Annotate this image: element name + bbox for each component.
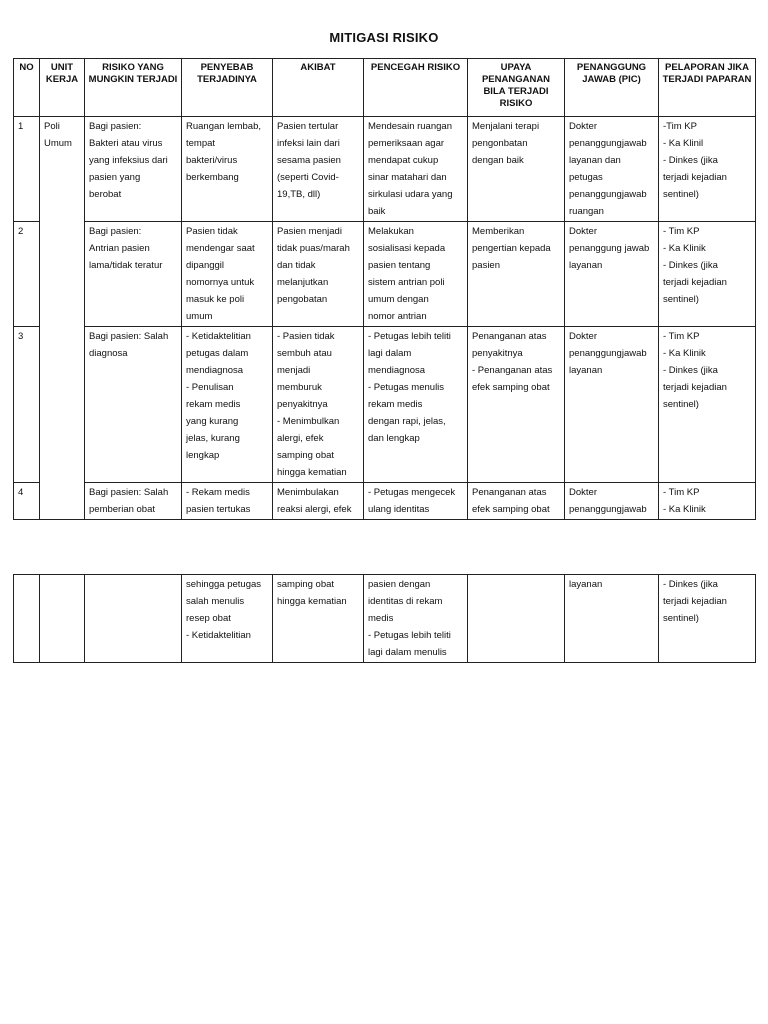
cell-text-line: penyakitnya <box>277 399 328 410</box>
cell-text-line: umum <box>186 311 213 322</box>
cell-text-line: Dokter <box>569 121 597 132</box>
cell-text-line: Bagi pasien: <box>89 121 142 132</box>
cell-risiko <box>85 222 182 327</box>
cell-text-line: melanjutkan <box>277 277 329 288</box>
cell-text-line: lama/tidak teratur <box>89 260 163 271</box>
cell-text-line: rekam medis <box>186 399 241 410</box>
cell-risiko <box>85 117 182 222</box>
cell-text-line: ruangan <box>569 206 604 217</box>
cell-text-line: pemeriksaan agar <box>368 138 445 149</box>
cell-text-line: Bagi pasien: <box>89 226 142 237</box>
cell-pencegah <box>364 117 468 222</box>
header-akibat: AKIBAT <box>273 59 364 117</box>
cell-text-line: (seperti Covid- <box>277 172 339 183</box>
cell-text-line: - Tim KP <box>663 226 700 237</box>
cell-text-line: alergi, efek <box>277 433 324 444</box>
cell-text-line: sistem antrian poli <box>368 277 445 288</box>
cell-pencegah <box>364 222 468 327</box>
cell-text-line: dipanggil <box>186 260 225 271</box>
cell-text-line: mendengar saat <box>186 243 255 254</box>
cell-text-line: pasien tertukas <box>186 504 251 515</box>
cell-text-line: - Ka Klinik <box>663 348 706 359</box>
cell-text-line: petugas dalam <box>186 348 249 359</box>
cell-text-line: dengan baik <box>472 155 524 166</box>
risk-mitigation-table <box>13 58 756 520</box>
cell-no: 4 <box>14 483 40 520</box>
cell-text-line: penanggungjawab <box>569 504 647 515</box>
cell-text-line: - Petugas lebih teliti <box>368 630 451 641</box>
cell-text-line: Dokter <box>569 226 597 237</box>
cell-text-line: masuk ke poli <box>186 294 245 305</box>
cell-risiko <box>85 327 182 483</box>
cell-text-line: Penanganan atas <box>472 331 547 342</box>
cell-text-line: layanan dan <box>569 155 621 166</box>
cell-text-line: - Ka Klinik <box>663 504 706 515</box>
cell-text-line: yang infeksius dari <box>89 155 168 166</box>
cell-text-line: layanan <box>569 365 603 376</box>
cell-text-line: pasien tentang <box>368 260 431 271</box>
cell-text-line: - Dinkes (jika <box>663 260 718 271</box>
header-risiko: RISIKO YANG MUNGKIN TERJADI <box>85 59 182 117</box>
cell-text-line: nomornya untuk <box>186 277 255 288</box>
cell-text-line: - Dinkes (jika <box>663 155 718 166</box>
cell-text-line: - Dinkes (jika <box>663 579 718 590</box>
table-row-continued <box>14 575 756 663</box>
cell-text-line: efek samping obat <box>472 382 550 393</box>
cell-text-line: - Tim KP <box>663 331 700 342</box>
cell-text-line: lagi dalam menulis <box>368 647 447 658</box>
cell-text-line: pemberian obat <box>89 504 156 515</box>
cell-akibat-cont <box>273 575 364 663</box>
cell-text-line: Penanganan atas <box>472 487 547 498</box>
cell-text-line: penyakitnya <box>472 348 523 359</box>
cell-text-line: sentinel) <box>663 399 699 410</box>
cell-pic-cont <box>565 575 659 663</box>
cell-text-line: pasien <box>472 260 500 271</box>
cell-pelaporan <box>659 222 756 327</box>
cell-text-line: dan lengkap <box>368 433 420 444</box>
cell-text-line: samping obat <box>277 579 335 590</box>
cell-text-line: pengonbatan <box>472 138 528 149</box>
cell-text-line: Bagi pasien: Salah <box>89 487 169 498</box>
cell-upaya <box>468 117 565 222</box>
cell-text-line: resep obat <box>186 613 231 624</box>
cell-text-line: infeksi lain dari <box>277 138 340 149</box>
cell-text-line: sentinel) <box>663 294 699 305</box>
cell-text-line: -Tim KP <box>663 121 697 132</box>
cell-text-line: - Rekam medis <box>186 487 250 498</box>
cell-text-line: sinar matahari dan <box>368 172 447 183</box>
cell-pencegah <box>364 327 468 483</box>
cell-text-line: mendapat cukup <box>368 155 439 166</box>
cell-text-line: penanggungjawab <box>569 348 647 359</box>
cell-text-line: penanggung jawab <box>569 243 650 254</box>
cell-text-line: - Petugas mengecek <box>368 487 456 498</box>
document-title: MITIGASI RISIKO <box>329 30 439 45</box>
cell-upaya <box>468 327 565 483</box>
cell-text-line: pengertian kepada <box>472 243 551 254</box>
cell-text-line: - Ka Klinik <box>663 243 706 254</box>
cell-penyebab <box>182 117 273 222</box>
cell-text-line: identitas di rekam <box>368 596 443 607</box>
cell-pelaporan <box>659 117 756 222</box>
cell-text-line: Menimbulakan <box>277 487 339 498</box>
cell-text-line: reaksi alergi, efek <box>277 504 352 515</box>
cell-unit-cont <box>40 575 85 663</box>
cell-text-line: - Petugas lebih teliti <box>368 331 451 342</box>
cell-text-line: jelas, kurang <box>186 433 240 444</box>
cell-text-line: - Ketidaktelitian <box>186 331 251 342</box>
cell-text-line: terjadi kejadian <box>663 382 727 393</box>
cell-text-line: tidak puas/marah <box>277 243 350 254</box>
header-unit-kerja: UNIT KERJA <box>40 59 85 117</box>
cell-text-line: terjadi kejadian <box>663 277 727 288</box>
cell-text-line: - Menimbulkan <box>277 416 340 427</box>
table-header-row <box>14 59 756 117</box>
cell-text-line: Memberikan <box>472 226 525 237</box>
cell-text-line: sentinel) <box>663 613 699 624</box>
header-pencegah: PENCEGAH RISIKO <box>364 59 468 117</box>
cell-text-line: tempat <box>186 138 216 149</box>
cell-text-line: yang kurang <box>186 416 239 427</box>
cell-text-line: ulang identitas <box>368 504 430 515</box>
cell-text-line: penanggungjawab <box>569 138 647 149</box>
cell-pelaporan <box>659 483 756 520</box>
cell-text-line: sosialisasi kepada <box>368 243 446 254</box>
cell-text-line: memburuk <box>277 382 322 393</box>
cell-text-line: Antrian pasien <box>89 243 150 254</box>
cell-text-line: - Dinkes (jika <box>663 365 718 376</box>
cell-text-line: - Ka Klinil <box>663 138 704 149</box>
cell-text-line: mendiagnosa <box>368 365 426 376</box>
cell-text-line: - Ketidaktelitian <box>186 630 251 641</box>
cell-text-line: Dokter <box>569 487 597 498</box>
risk-mitigation-table-continued <box>13 574 756 663</box>
cell-text-line: - Penanganan atas <box>472 365 553 376</box>
cell-no: 3 <box>14 327 40 483</box>
cell-pic <box>565 327 659 483</box>
cell-text-line: berobat <box>89 189 122 200</box>
cell-text-line: sirkulasi udara yang <box>368 189 453 200</box>
cell-text-line: terjadi kejadian <box>663 596 727 607</box>
cell-text-line: sentinel) <box>663 189 699 200</box>
table-row <box>14 222 756 327</box>
cell-text-line: umum dengan <box>368 294 429 305</box>
cell-text-line: - Penulisan <box>186 382 234 393</box>
header-no: NO <box>14 59 40 117</box>
cell-no: 2 <box>14 222 40 327</box>
cell-text-line: 19,TB, dll) <box>277 189 321 200</box>
cell-text-line: pasien yang <box>89 172 141 183</box>
cell-pic <box>565 483 659 520</box>
cell-text-line: - Tim KP <box>663 487 700 498</box>
cell-penyebab <box>182 327 273 483</box>
cell-text-line: salah menulis <box>186 596 245 607</box>
cell-no: 1 <box>14 117 40 222</box>
cell-text-line: diagnosa <box>89 348 128 359</box>
table-row <box>14 483 756 520</box>
cell-pic <box>565 117 659 222</box>
cell-text-line: pengobatan <box>277 294 328 305</box>
cell-text-line: Dokter <box>569 331 597 342</box>
table-row <box>14 117 756 222</box>
cell-text-line: sehingga petugas <box>186 579 262 590</box>
cell-text-line: Pasien tertular <box>277 121 339 132</box>
cell-upaya <box>468 483 565 520</box>
header-pic: PENANGGUNG JAWAB (PIC) <box>565 59 659 117</box>
cell-pencegah <box>364 483 468 520</box>
cell-text-line: dengan rapi, jelas, <box>368 416 446 427</box>
cell-text-line: baik <box>368 206 386 217</box>
header-upaya: UPAYA PENANGANAN BILA TERJADI RISIKO <box>468 59 565 117</box>
cell-text-line: nomor antrian <box>368 311 427 322</box>
cell-text-line: lengkap <box>186 450 220 461</box>
cell-text-line: pasien dengan <box>368 579 431 590</box>
header-penyebab: PENYEBAB TERJADINYA <box>182 59 273 117</box>
cell-text-line: Menjalani terapi <box>472 121 540 132</box>
cell-pic <box>565 222 659 327</box>
cell-text-line: layanan <box>569 260 603 271</box>
cell-text-line: menjadi <box>277 365 311 376</box>
cell-text-line: - Petugas menulis <box>368 382 445 393</box>
cell-text-line: efek samping obat <box>472 504 550 515</box>
header-pelaporan: PELAPORAN JIKA TERJADI PAPARAN <box>659 59 756 117</box>
cell-text-line: sesama pasien <box>277 155 341 166</box>
cell-pelaporan <box>659 327 756 483</box>
cell-text-line: samping obat <box>277 450 335 461</box>
cell-penyebab <box>182 483 273 520</box>
table-row <box>14 327 756 483</box>
cell-text-line: Pasien tidak <box>186 226 238 237</box>
cell-text-line: - Pasien tidak <box>277 331 335 342</box>
cell-text-line: medis <box>368 613 394 624</box>
cell-upaya <box>468 222 565 327</box>
cell-penyebab <box>182 222 273 327</box>
cell-text-line: Ruangan lembab, <box>186 121 261 132</box>
cell-text-line: berkembang <box>186 172 239 183</box>
cell-akibat <box>273 117 364 222</box>
cell-text-line: Bagi pasien: Salah <box>89 331 169 342</box>
cell-text-line: petugas <box>569 172 603 183</box>
cell-text-line: Mendesain ruangan <box>368 121 452 132</box>
cell-unit-kerja <box>40 117 85 520</box>
cell-text-line: sembuh atau <box>277 348 332 359</box>
cell-penyebab-cont <box>182 575 273 663</box>
cell-text-line: Pasien menjadi <box>277 226 342 237</box>
cell-text-line: mendiagnosa <box>186 365 244 376</box>
cell-no-cont <box>14 575 40 663</box>
cell-akibat <box>273 483 364 520</box>
cell-pelaporan-cont <box>659 575 756 663</box>
cell-pencegah-cont <box>364 575 468 663</box>
cell-risiko <box>85 483 182 520</box>
cell-text-line: Umum <box>44 138 72 149</box>
cell-text-line: rekam medis <box>368 399 423 410</box>
cell-text-line: lagi dalam <box>368 348 412 359</box>
cell-text-line: dan tidak <box>277 260 316 271</box>
cell-text-line: layanan <box>569 579 603 590</box>
cell-text-line: penanggungjawab <box>569 189 647 200</box>
cell-text-line: Bakteri atau virus <box>89 138 163 149</box>
cell-akibat <box>273 327 364 483</box>
cell-text-line: Melakukan <box>368 226 414 237</box>
cell-akibat <box>273 222 364 327</box>
cell-text-line: hingga kematian <box>277 596 347 607</box>
cell-text-line: hingga kematian <box>277 467 347 478</box>
cell-text-line: terjadi kejadian <box>663 172 727 183</box>
cell-text-line: Poli <box>44 121 60 132</box>
cell-text-line: bakteri/virus <box>186 155 238 166</box>
cell-upaya-cont <box>468 575 565 663</box>
cell-risiko-cont <box>85 575 182 663</box>
